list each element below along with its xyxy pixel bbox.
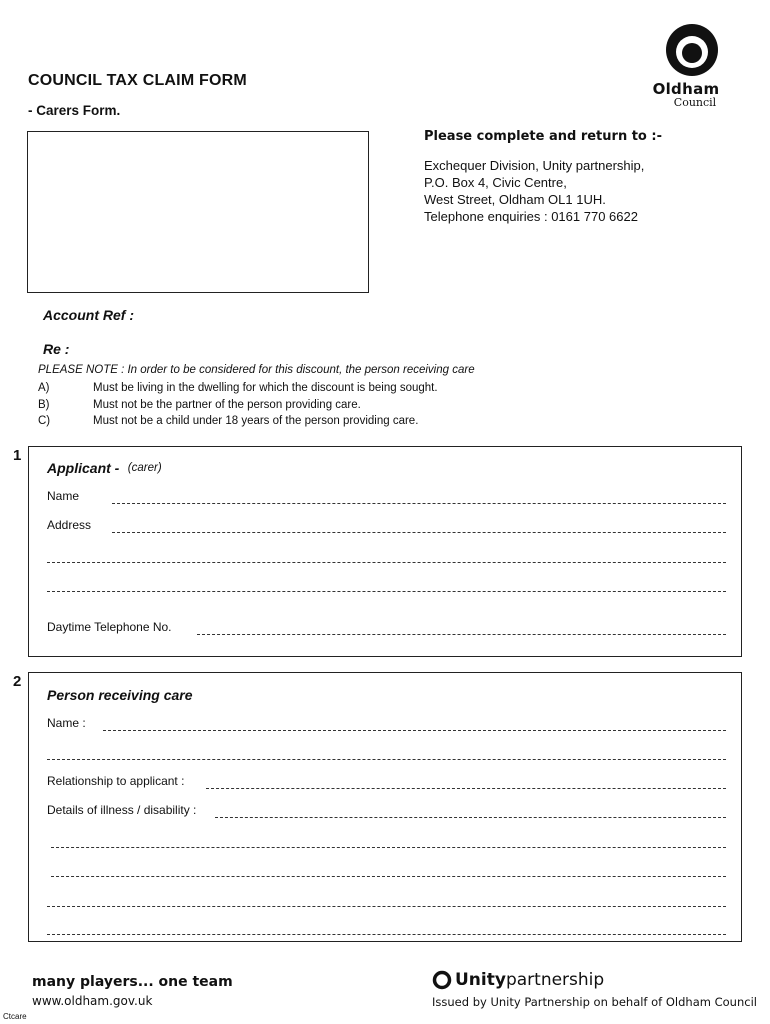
care-recipient-name-field-1[interactable] [103, 730, 726, 731]
re-label: Re : [43, 341, 70, 357]
condition-text: Must be living in the dwelling for which the discount is being sought. [93, 382, 438, 394]
unity-name: Unity [455, 970, 506, 990]
section-1-number: 1 [13, 447, 22, 464]
return-line: West Street, Oldham OL1 1UH. [424, 192, 606, 207]
applicant-heading [47, 460, 162, 478]
applicant-address-field-2[interactable] [47, 562, 726, 563]
applicant-address-field-3[interactable] [47, 591, 726, 592]
applicant-phone-label: Daytime Telephone No. [47, 620, 172, 634]
applicant-phone-field[interactable] [197, 634, 726, 635]
account-ref-label: Account Ref : [43, 307, 134, 323]
condition-c [38, 415, 418, 427]
condition-a [38, 382, 438, 394]
illness-field-1[interactable] [215, 817, 726, 818]
form-code: Ctcare [3, 1012, 27, 1021]
oldham-ring-logo-icon [664, 22, 720, 78]
condition-letter: A) [38, 382, 50, 394]
applicant-title: Applicant - [47, 460, 120, 476]
please-note: PLEASE NOTE : In order to be considered for this discount, the person receiving care [38, 364, 475, 376]
illness-field-3[interactable] [51, 876, 726, 877]
illness-field-2[interactable] [51, 847, 726, 848]
unity-ring-logo-icon [432, 970, 452, 990]
return-line: Telephone enquiries : 0161 770 6622 [424, 209, 638, 224]
unity-logo [432, 970, 604, 990]
return-line: P.O. Box 4, Civic Centre, [424, 175, 567, 190]
return-line: Exchequer Division, Unity partnership, [424, 158, 645, 173]
form-subtitle: - Carers Form. [28, 103, 121, 118]
illness-field-4[interactable] [47, 906, 726, 907]
condition-letter: B) [38, 399, 50, 411]
care-recipient-panel [28, 672, 742, 942]
condition-b [38, 399, 361, 411]
care-recipient-title: Person receiving care [47, 687, 193, 703]
care-recipient-name-label: Name : [47, 716, 86, 730]
applicant-title-note: (carer) [127, 462, 162, 474]
issued-by: Issued by Unity Partnership on behalf of Oldham Council [432, 995, 757, 1009]
address-window-box [27, 131, 369, 293]
condition-text: Must not be the partner of the person providing care. [93, 399, 361, 411]
applicant-name-label: Name [47, 489, 80, 503]
return-title: Please complete and return to :- [424, 129, 662, 144]
illness-label: Details of illness / disability : [47, 803, 197, 817]
applicant-address-label: Address [47, 518, 92, 532]
applicant-panel [28, 446, 742, 657]
unity-partner: partnership [505, 970, 605, 990]
relationship-label: Relationship to applicant : [47, 774, 185, 788]
logo-sub: Council [673, 96, 717, 109]
applicant-name-field[interactable] [112, 503, 726, 504]
condition-text: Must not be a child under 18 years of the person providing care. [93, 415, 419, 427]
applicant-address-field-1[interactable] [112, 532, 726, 533]
footer-slogan: many players... one team [32, 974, 233, 990]
condition-letter: C) [38, 415, 51, 427]
form-title: COUNCIL TAX CLAIM FORM [28, 72, 247, 89]
relationship-field[interactable] [206, 788, 726, 789]
logo-name: Oldham [652, 80, 720, 98]
footer-url[interactable]: www.oldham.gov.uk [32, 994, 153, 1008]
care-recipient-name-field-2[interactable] [47, 759, 726, 760]
section-2-number: 2 [13, 673, 22, 690]
illness-field-5[interactable] [47, 934, 726, 935]
return-address [424, 157, 644, 225]
oldham-logo [636, 22, 736, 109]
